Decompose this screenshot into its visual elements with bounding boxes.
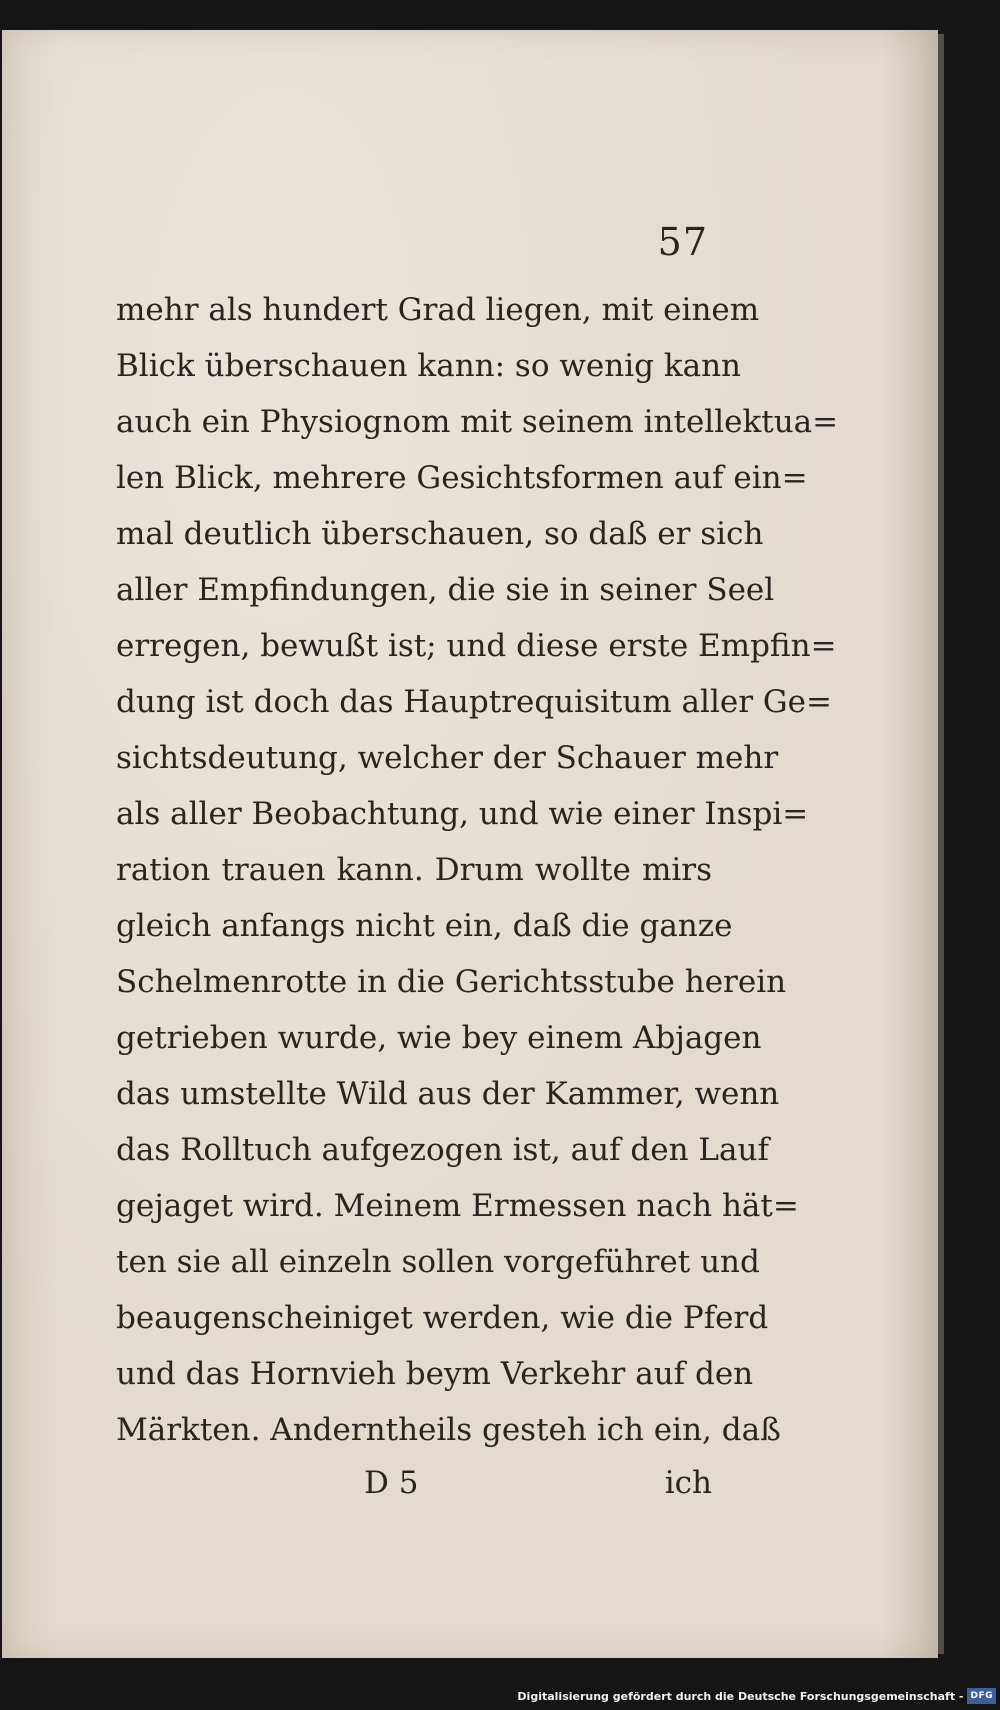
book-page [2,30,938,1658]
signature-mark: D 5 [364,1465,419,1501]
text-line: Blick überschauen kann: so wenig kann [116,348,742,384]
dfg-logo: DFG [967,1688,996,1704]
text-line: getrieben wurde, wie bey einem Abjagen [116,1020,762,1056]
text-line: len Blick, mehrere Gesichtsformen auf ein= [116,460,808,496]
text-line: aller Empfindungen, die sie in seiner Seel [116,572,775,608]
text-line: ten sie all einzeln sollen vorgeführet und [116,1244,760,1280]
text-line: Schelmenrotte in die Gerichtsstube herein [116,964,787,1000]
text-line: gejaget wird. Meinem Ermessen nach hät= [116,1188,799,1224]
text-line: Märkten. Anderntheils gesteh ich ein, daß [116,1412,781,1448]
text-line: als aller Beobachtung, und wie einer Inspi= [116,796,809,832]
digitization-credit [517,1686,996,1706]
text-line: gleich anfangs nicht ein, daß die ganze [116,908,733,944]
body-text [116,282,839,1458]
text-line: ration trauen kann. Drum wollte mirs [116,852,712,888]
credit-text: Digitalisierung gefördert durch die Deutsche Forschungsgemeinschaft - [517,1689,964,1703]
page-number: 57 [657,220,708,264]
page-footer [116,1455,712,1511]
page-edge [938,34,944,1654]
text-line: auch ein Physiognom mit seinem intellektua= [116,404,839,440]
text-line: erregen, bewußt ist; und diese erste Empfin= [116,628,837,664]
catchword: ich [664,1465,712,1501]
text-line: das Rolltuch aufgezogen ist, auf den Lauf [116,1132,769,1168]
text-line: mal deutlich überschauen, so daß er sich [116,516,764,552]
text-line: sichtsdeutung, welcher der Schauer mehr [116,740,779,776]
text-line: das umstellte Wild aus der Kammer, wenn [116,1076,780,1112]
text-line: dung ist doch das Hauptrequisitum aller Ge= [116,684,832,720]
text-line: und das Hornvieh beym Verkehr auf den [116,1356,754,1392]
text-line: beaugenscheiniget werden, wie die Pferd [116,1300,769,1336]
text-line: mehr als hundert Grad liegen, mit einem [116,292,760,328]
